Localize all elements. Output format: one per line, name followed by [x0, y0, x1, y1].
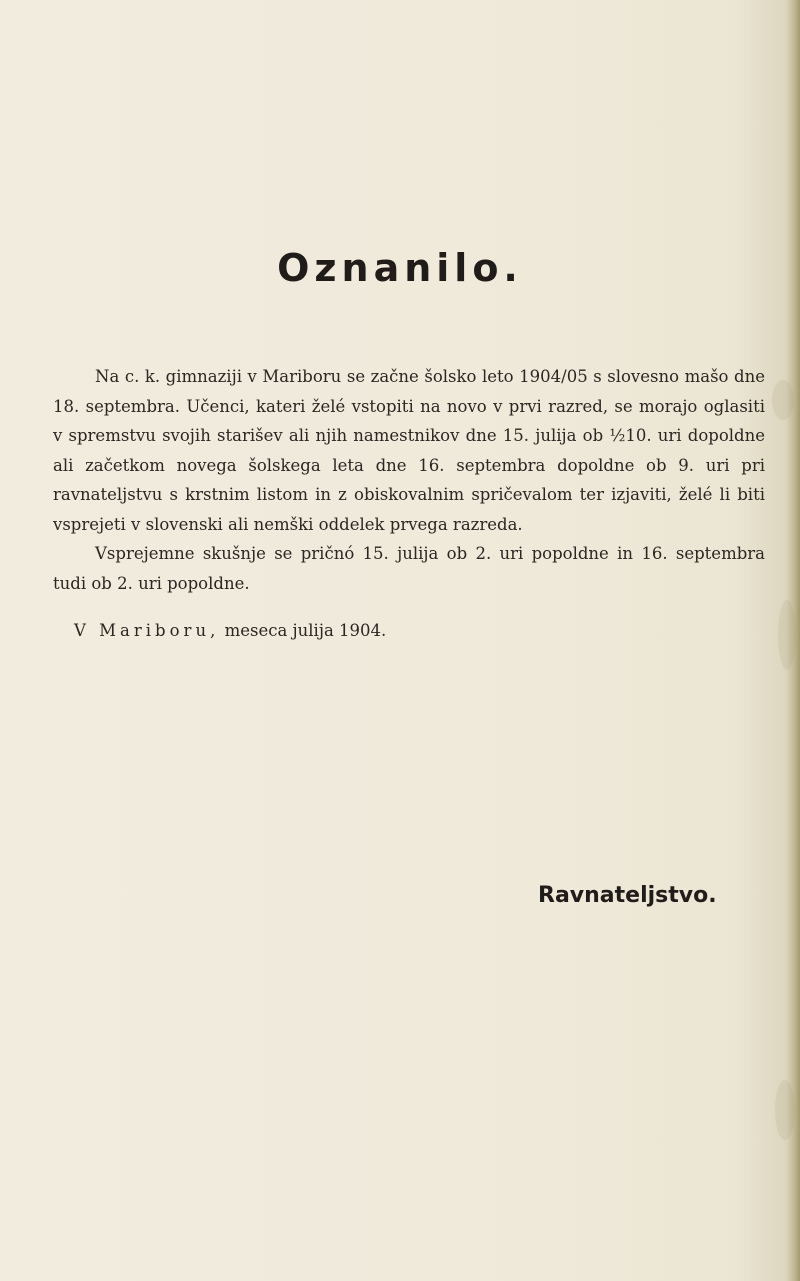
document-body — [53, 362, 765, 646]
document-title: Oznanilo. — [277, 246, 523, 290]
exam-paragraph: Vsprejemne skušnje se pričnó 15. julija ob 2. uri popoldne in 16. septembra tudi ob 2. uri popoldne. — [53, 544, 765, 593]
paper-stain — [772, 380, 794, 420]
signature: Ravnateljstvo. — [538, 883, 717, 908]
paper-stain — [778, 600, 796, 670]
date-text: meseca julija 1904. — [224, 621, 387, 640]
place-date-line — [53, 616, 765, 646]
announcement-paragraph: Na c. k. gimnaziji v Mariboru se začne šolsko leto 1904/05 s slovesno mašo dne 18. septembra. Učenci, kateri želé vstopiti na novo v prvi razred, se morajo oglasiti v spremstvu svojih starišev ali njih namestnikov dne 15. julija ob ½10. uri dopoldne ali začetkom novega šolskega leta dne 16. septembra dopoldne ob 9. uri pri ravnateljstvu s krstnim listom in z obiskovalnim spričevalom ter izjaviti, želé li biti vsprejeti v slovenski ali nemški oddelek prvega razreda. — [53, 367, 765, 534]
paper-stain — [775, 1080, 795, 1140]
place-name: V Mariboru, — [74, 621, 220, 640]
